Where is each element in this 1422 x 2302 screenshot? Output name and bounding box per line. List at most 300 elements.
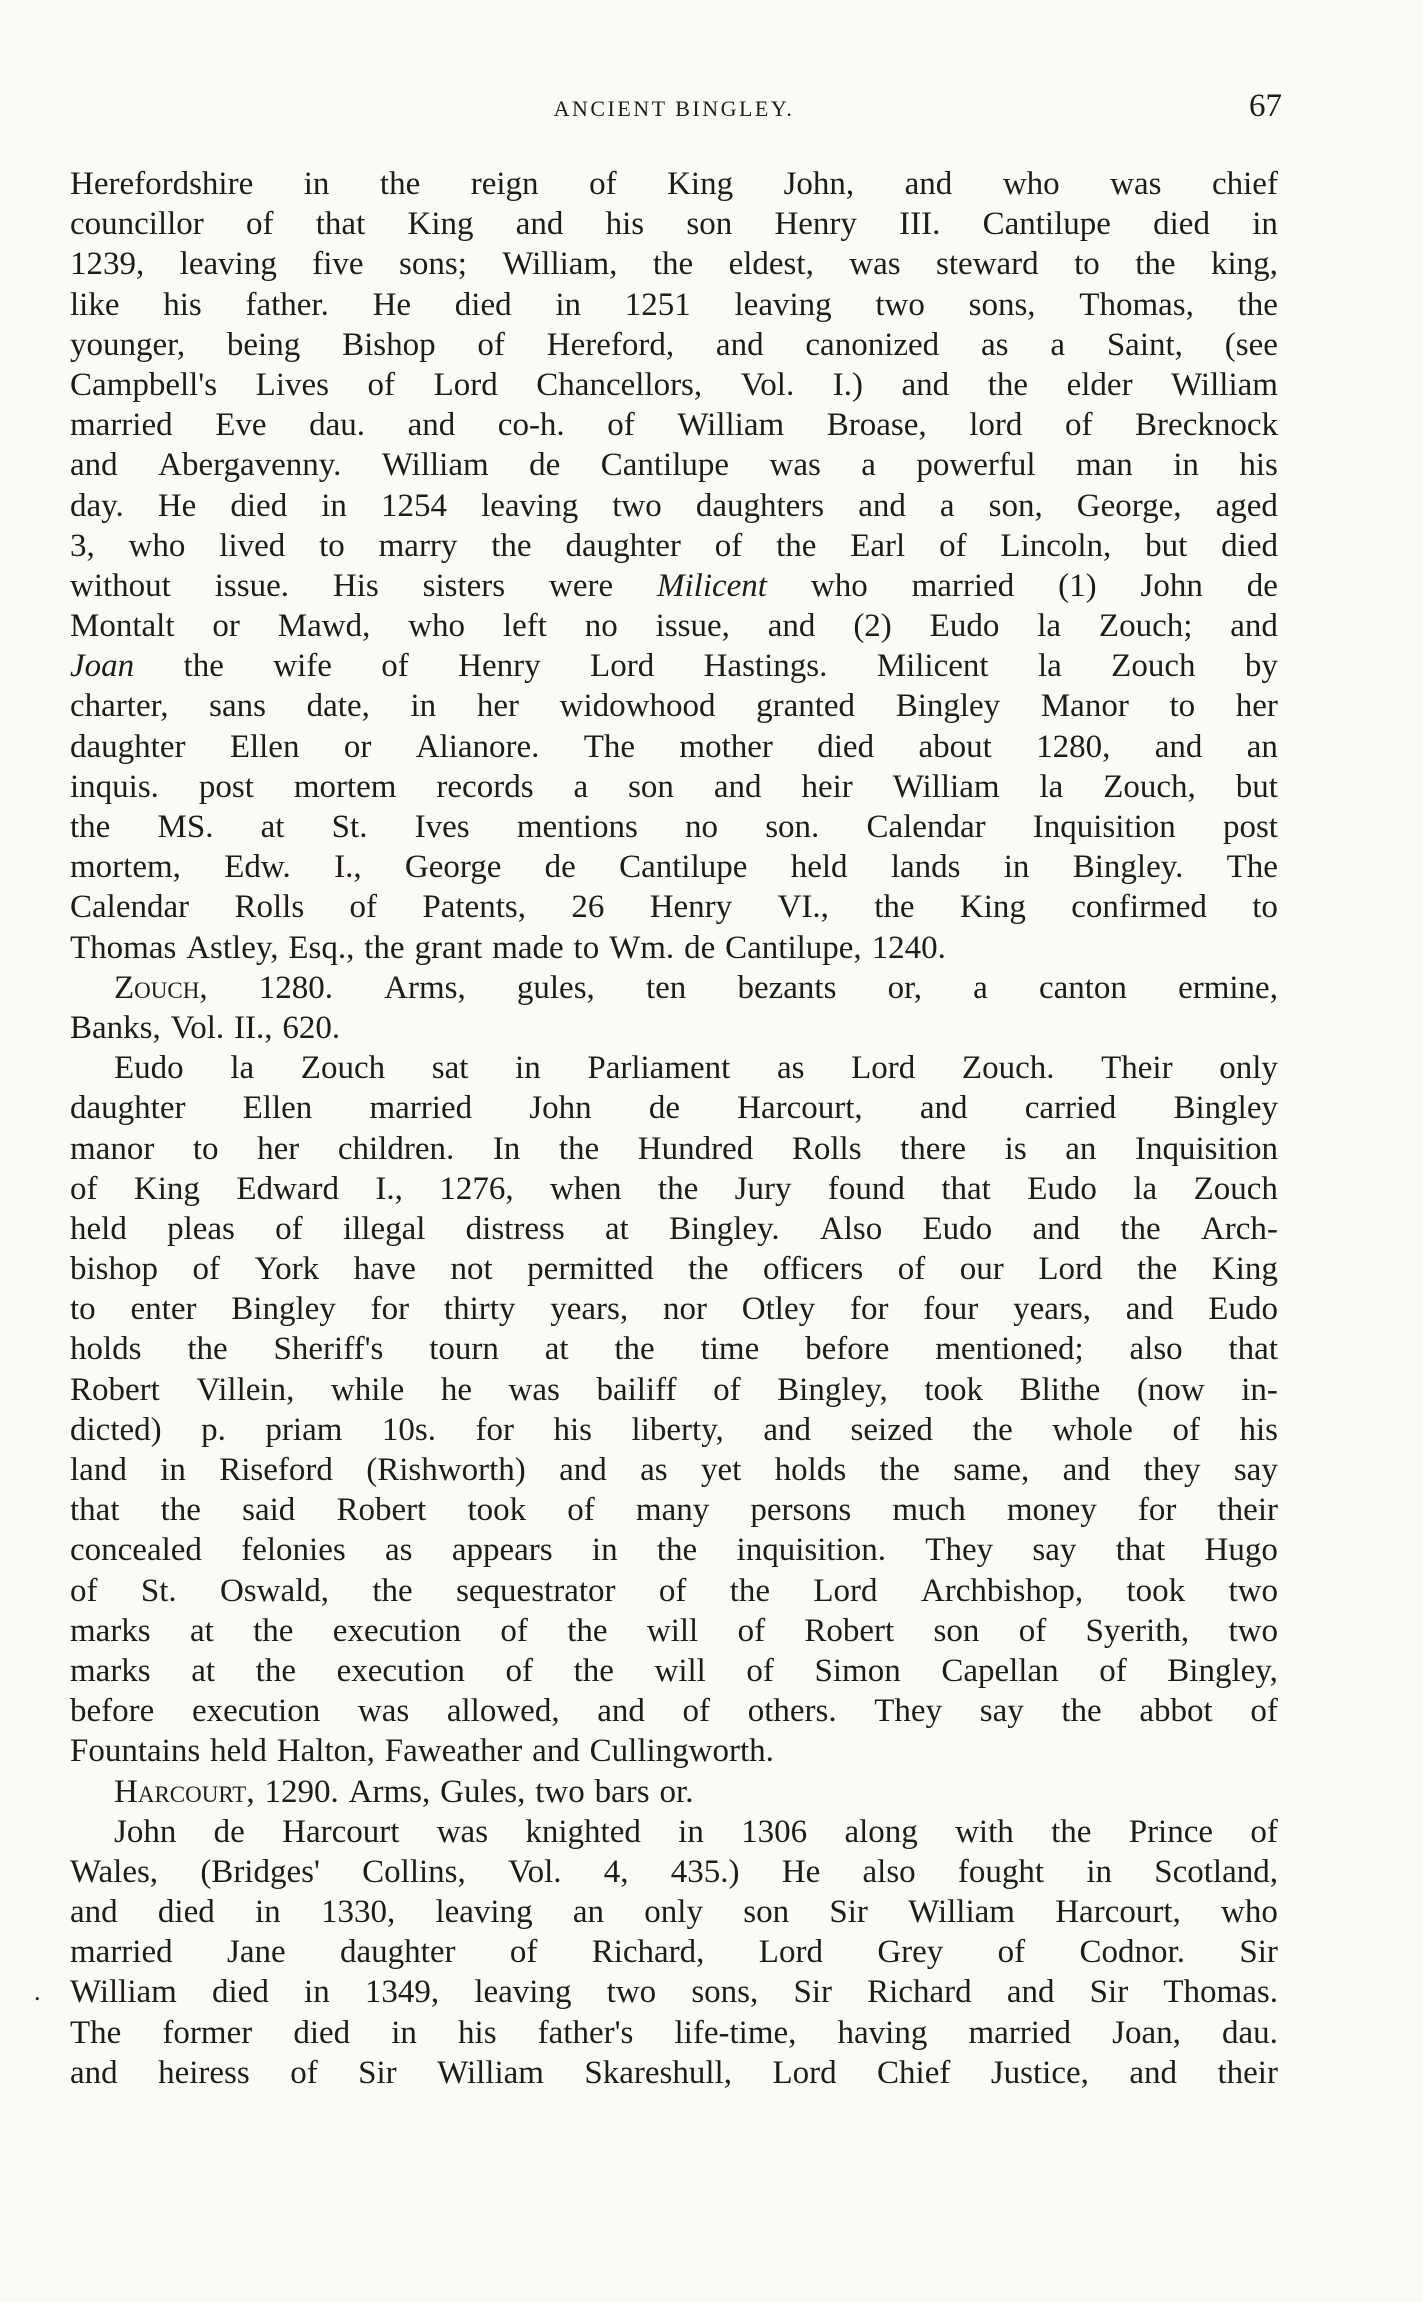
running-head — [70, 88, 1282, 128]
word: He — [157, 487, 197, 524]
word: distress — [465, 1210, 565, 1247]
word: (now — [1136, 1371, 1205, 1408]
word: 1239, — [70, 246, 145, 283]
word: the — [1120, 1210, 1161, 1247]
word: was — [436, 1813, 489, 1850]
word: He — [781, 1853, 821, 1890]
word: an — [1065, 1130, 1097, 1167]
word: his — [458, 2014, 497, 2051]
word: whole — [1052, 1411, 1133, 1448]
word: the — [656, 1532, 698, 1569]
word: son — [743, 1894, 790, 1931]
word: was — [849, 246, 901, 283]
word: who — [810, 567, 868, 604]
word: the — [187, 1331, 228, 1368]
word: in — [321, 487, 347, 524]
word: of — [746, 1652, 774, 1689]
word: the — [1237, 286, 1278, 323]
word: William — [908, 1894, 1015, 1931]
word: the — [1137, 1251, 1178, 1288]
text-line — [70, 1450, 1278, 1490]
text-line — [70, 1249, 1278, 1289]
word: Fountains — [70, 1733, 201, 1770]
word: Scotland, — [1154, 1853, 1278, 1890]
word: of — [589, 166, 617, 202]
word: daughter — [70, 728, 186, 765]
word: five — [312, 246, 364, 283]
word: 1330, — [320, 1894, 396, 1931]
word: Henry — [649, 889, 733, 926]
word: the — [972, 1411, 1013, 1448]
word: his — [553, 1411, 593, 1448]
word: found — [827, 1170, 905, 1207]
word: Henry — [458, 648, 541, 685]
word: left — [502, 608, 547, 645]
word: was — [508, 1371, 560, 1408]
word: who — [128, 527, 186, 564]
word: time — [700, 1331, 760, 1368]
word: yet — [700, 1452, 742, 1488]
word: father's — [537, 2014, 634, 2051]
running-title: ANCIENT BINGLEY. — [553, 96, 795, 121]
word: of — [246, 206, 274, 243]
word: say — [1032, 1532, 1077, 1569]
word: fought — [957, 1853, 1045, 1890]
word: (see — [1224, 326, 1278, 363]
word: Rolls — [791, 1130, 862, 1167]
word: of — [1099, 1652, 1127, 1689]
word: her — [1235, 688, 1278, 725]
word: issue. — [214, 567, 289, 604]
word: Sir — [1089, 1974, 1129, 2011]
word: eldest, — [728, 246, 814, 283]
word: or — [212, 608, 240, 645]
word: and — [70, 2054, 118, 2091]
word: king, — [1210, 246, 1278, 283]
word: dau. — [309, 407, 365, 444]
text-line — [70, 365, 1278, 405]
word: Ellen — [229, 728, 300, 765]
word: King — [1211, 1251, 1278, 1288]
word: to — [70, 1291, 96, 1328]
word: King — [407, 206, 474, 243]
word: the — [567, 1612, 608, 1649]
word: widowhood — [559, 688, 716, 725]
word: Eudo — [114, 1050, 184, 1087]
word: Harcourt, — [114, 1773, 255, 1810]
text-line — [70, 1651, 1278, 1691]
word: Oswald, — [219, 1572, 330, 1609]
word: chief — [1211, 166, 1278, 202]
word: execution — [336, 1652, 465, 1689]
word: in — [160, 1452, 186, 1488]
word: Broase, — [826, 407, 927, 444]
word: Bingley. — [1072, 849, 1184, 886]
word: St. — [140, 1572, 177, 1609]
word: Zouch — [300, 1050, 386, 1087]
word: as — [981, 326, 1009, 363]
word: Richard — [867, 1974, 972, 2011]
text-line — [70, 1571, 1278, 1611]
word: to — [1252, 889, 1278, 926]
word: William — [70, 1974, 177, 2011]
word: sequestrator — [456, 1572, 616, 1609]
word: for — [370, 1291, 410, 1328]
word: charter, — [70, 688, 169, 725]
word: thirty — [443, 1291, 516, 1328]
text-line — [70, 1329, 1278, 1369]
word: I.) — [832, 366, 863, 403]
word: of — [1018, 1612, 1047, 1649]
word: sons, — [691, 1974, 759, 2011]
word: married — [968, 2014, 1072, 2051]
word: Richard, — [591, 1934, 705, 1971]
word: Eudo — [1027, 1170, 1097, 1207]
word: of — [1064, 407, 1093, 444]
word: Arms, — [384, 969, 466, 1006]
word: sons; — [399, 246, 467, 283]
word: Justice, — [990, 2054, 1089, 2091]
word: In — [492, 1130, 521, 1167]
word: Otley — [741, 1291, 816, 1328]
word: while — [330, 1371, 405, 1408]
word: William — [892, 768, 1000, 805]
word: not — [450, 1251, 493, 1288]
word: appears — [451, 1532, 553, 1569]
word: being — [226, 326, 301, 363]
text-line — [70, 1530, 1278, 1570]
text-line — [70, 244, 1278, 284]
word: his — [605, 206, 645, 243]
word: de — [684, 929, 716, 966]
word: carried — [1024, 1090, 1117, 1127]
word: issue, — [655, 608, 730, 645]
word: Calendar — [866, 809, 986, 845]
word: in — [1086, 1853, 1113, 1890]
word: and — [515, 206, 564, 243]
word: Syerith, — [1085, 1612, 1190, 1649]
word: the — [614, 1331, 655, 1368]
word: Lord — [772, 2054, 837, 2091]
word: the — [558, 1130, 600, 1167]
word: Robert — [336, 1492, 427, 1529]
word: (1) — [1058, 567, 1097, 604]
word: of — [1250, 1813, 1278, 1850]
word: Thomas, — [1079, 286, 1194, 323]
word: that — [315, 206, 366, 243]
word: priam — [265, 1411, 343, 1448]
margin-mark: . — [34, 1977, 41, 2007]
word: holds — [70, 1331, 142, 1368]
word: Patents, — [422, 889, 526, 926]
text-line — [70, 1169, 1278, 1209]
word: and — [1230, 608, 1278, 645]
word: Codnor. — [1079, 1934, 1185, 1971]
word: Halton, — [276, 1733, 375, 1770]
word: manor — [70, 1130, 155, 1167]
word: the — [874, 889, 915, 926]
word: only — [1219, 1050, 1278, 1087]
word: 1280. — [258, 969, 333, 1006]
text-line — [70, 1490, 1278, 1530]
word: Cantilupe — [982, 206, 1111, 243]
word: Bingley — [231, 1291, 336, 1328]
word: Zouch, — [1103, 768, 1196, 805]
word: for — [1137, 1492, 1177, 1529]
word: Bishop — [342, 326, 436, 363]
word: their — [1217, 2054, 1278, 2091]
word: Eudo — [922, 1210, 993, 1247]
word: Gules, — [440, 1773, 526, 1810]
word: Jane — [226, 1934, 286, 1971]
text-line — [70, 2013, 1278, 2053]
word: officers — [763, 1251, 864, 1288]
word: John — [1140, 567, 1203, 604]
word: Cullingworth. — [589, 1733, 774, 1770]
text-line — [70, 285, 1278, 325]
word: he — [440, 1371, 472, 1408]
word: died — [230, 487, 288, 524]
word: Zouch — [1193, 1170, 1278, 1207]
word: la — [1037, 648, 1062, 685]
word: Bingley — [1173, 1090, 1278, 1127]
word: life-time, — [674, 2014, 797, 2051]
word: held — [210, 1733, 267, 1770]
word: in — [591, 1532, 618, 1569]
word: man — [1075, 447, 1133, 484]
word: died — [817, 728, 875, 765]
word: before — [805, 1331, 890, 1368]
word: dau. — [1222, 2014, 1278, 2051]
word: Their — [1101, 1050, 1173, 1087]
word: Wales, — [70, 1853, 159, 1890]
word: that — [1115, 1532, 1166, 1569]
word: Bingley, — [1167, 1652, 1278, 1689]
word: Lord — [1038, 1251, 1103, 1288]
word: who — [408, 608, 466, 645]
word: Grey — [877, 1934, 944, 1971]
word: Joan — [70, 648, 135, 685]
word: is — [1004, 1130, 1027, 1167]
word: ermine, — [1178, 969, 1278, 1006]
word: King — [133, 1170, 200, 1207]
text-line — [70, 646, 1278, 686]
word: to — [1169, 688, 1196, 725]
word: marks — [70, 1652, 151, 1689]
word: confirmed — [1071, 889, 1207, 926]
word: and — [767, 608, 816, 645]
word: grant — [414, 929, 483, 966]
word: Milicent — [876, 648, 989, 685]
word: or, — [887, 969, 922, 1006]
word: a — [1050, 326, 1065, 363]
word: Chief — [877, 2054, 951, 2091]
word: leaving — [474, 1974, 572, 2011]
text-line — [70, 1731, 1278, 1771]
word: who — [1002, 166, 1060, 202]
word: mother — [679, 728, 773, 765]
word: Thomas — [70, 929, 177, 966]
word: in — [515, 1050, 541, 1087]
word: Wm. — [609, 929, 675, 966]
word: execution — [332, 1612, 462, 1649]
word: years, — [550, 1291, 629, 1328]
word: Eve — [215, 407, 267, 444]
word: children. — [337, 1130, 455, 1167]
word: years, — [1013, 1291, 1091, 1328]
word: Astley, — [186, 929, 279, 966]
word: day. — [70, 487, 124, 524]
word: married — [70, 407, 173, 444]
word: canonized — [805, 326, 940, 363]
text-line — [70, 1852, 1278, 1892]
word: Saint, — [1106, 326, 1183, 363]
word: Zouch, — [114, 969, 208, 1006]
word: two — [1228, 1612, 1278, 1649]
word: much — [892, 1492, 966, 1529]
word: MS. — [157, 809, 214, 845]
word: Zouch — [1111, 648, 1196, 685]
word: The — [1226, 849, 1278, 886]
text-line — [70, 325, 1278, 365]
word: the — [652, 246, 694, 283]
word: p. — [201, 1411, 226, 1448]
word: Cantilupe — [619, 849, 748, 886]
word: died — [1221, 527, 1278, 564]
word: or — [343, 728, 372, 765]
word: of — [682, 1693, 711, 1730]
word: Joan, — [1112, 2014, 1181, 2051]
word: died — [157, 1894, 215, 1931]
word: Capellan — [941, 1652, 1059, 1689]
word: Thomas. — [1163, 1974, 1278, 2011]
word: II., — [234, 1009, 273, 1046]
word: councillor — [70, 206, 204, 243]
word: daughter — [565, 527, 681, 564]
word: Lord — [813, 1572, 878, 1609]
word: holds — [774, 1452, 847, 1488]
word: many — [635, 1492, 710, 1529]
word: Edward — [236, 1170, 339, 1207]
word: say — [1233, 1452, 1278, 1488]
word: two — [606, 1974, 657, 2011]
word: and — [713, 768, 762, 805]
word: 1254 — [381, 487, 447, 524]
word: the — [491, 527, 532, 564]
text-line — [70, 928, 1278, 968]
word: sans — [209, 688, 267, 725]
word: former — [162, 2014, 253, 2051]
word: and — [1129, 2054, 1178, 2091]
word: dicted) — [70, 1411, 162, 1448]
word: the — [879, 1452, 920, 1488]
word: the — [253, 1612, 294, 1649]
word: Hundred — [637, 1130, 754, 1167]
word: York — [254, 1251, 320, 1288]
word: Collins, — [362, 1853, 466, 1890]
word: Riseford — [219, 1452, 333, 1488]
word: Blithe — [1019, 1371, 1101, 1408]
word: the — [657, 1170, 699, 1207]
word: elder — [1066, 366, 1133, 403]
word: persons — [750, 1492, 852, 1529]
word: and — [1154, 728, 1203, 765]
text-line — [70, 1209, 1278, 1249]
word: date, — [306, 688, 370, 725]
word: la — [230, 1050, 255, 1087]
word: that — [70, 1492, 120, 1529]
word: Bingley — [895, 688, 1001, 725]
word: their — [1217, 1492, 1278, 1529]
word: William — [1171, 366, 1278, 403]
word: when — [550, 1170, 622, 1207]
word: and — [70, 1894, 118, 1931]
word: Harcourt, — [737, 1090, 863, 1127]
word: allowed, — [446, 1693, 560, 1730]
word: of — [567, 1492, 595, 1529]
word: held — [70, 1210, 127, 1247]
word: Herefordshire — [70, 166, 254, 202]
word: no — [584, 608, 618, 645]
word: mortem, — [70, 849, 181, 886]
word: died — [1153, 206, 1210, 243]
word: married — [70, 1934, 173, 1971]
word: William — [381, 447, 489, 484]
word: a — [861, 447, 876, 484]
word: VI., — [777, 889, 829, 926]
word: was — [357, 1693, 410, 1730]
word: reign — [470, 166, 539, 202]
word: mortem — [293, 768, 397, 805]
word: Cantilupe, — [725, 929, 862, 966]
text-line — [70, 968, 1278, 1008]
word: Edw. — [224, 849, 291, 886]
word: lord — [969, 407, 1023, 444]
word: son — [686, 206, 733, 243]
text-line — [70, 807, 1278, 847]
word: His — [332, 567, 379, 604]
word: before — [70, 1693, 155, 1730]
word: William — [437, 2054, 544, 2091]
word: King — [667, 166, 734, 202]
word: bailiff — [596, 1371, 677, 1408]
word: Milicent — [657, 567, 767, 604]
word: having — [837, 2014, 928, 2051]
word: and — [904, 166, 953, 202]
word: and — [715, 326, 764, 363]
word: John — [529, 1090, 592, 1127]
word: Inquisition — [1134, 1130, 1278, 1167]
word: like — [70, 286, 120, 323]
word: at — [191, 1652, 216, 1689]
word: married — [369, 1090, 473, 1127]
word: four — [923, 1291, 979, 1328]
word: daughter — [340, 1934, 456, 1971]
word: of — [349, 889, 378, 926]
word: in — [1173, 447, 1199, 484]
word: son — [933, 1612, 980, 1649]
word: and — [597, 1693, 645, 1730]
word: of — [509, 1934, 538, 1971]
word: by — [1244, 648, 1278, 685]
word: along — [844, 1813, 918, 1850]
word: Lord — [433, 366, 498, 403]
text-line — [70, 767, 1278, 807]
text-line — [70, 1129, 1278, 1169]
word: Inquisition — [1032, 809, 1176, 845]
word: Sir — [829, 1894, 868, 1931]
word: took — [1126, 1572, 1186, 1609]
